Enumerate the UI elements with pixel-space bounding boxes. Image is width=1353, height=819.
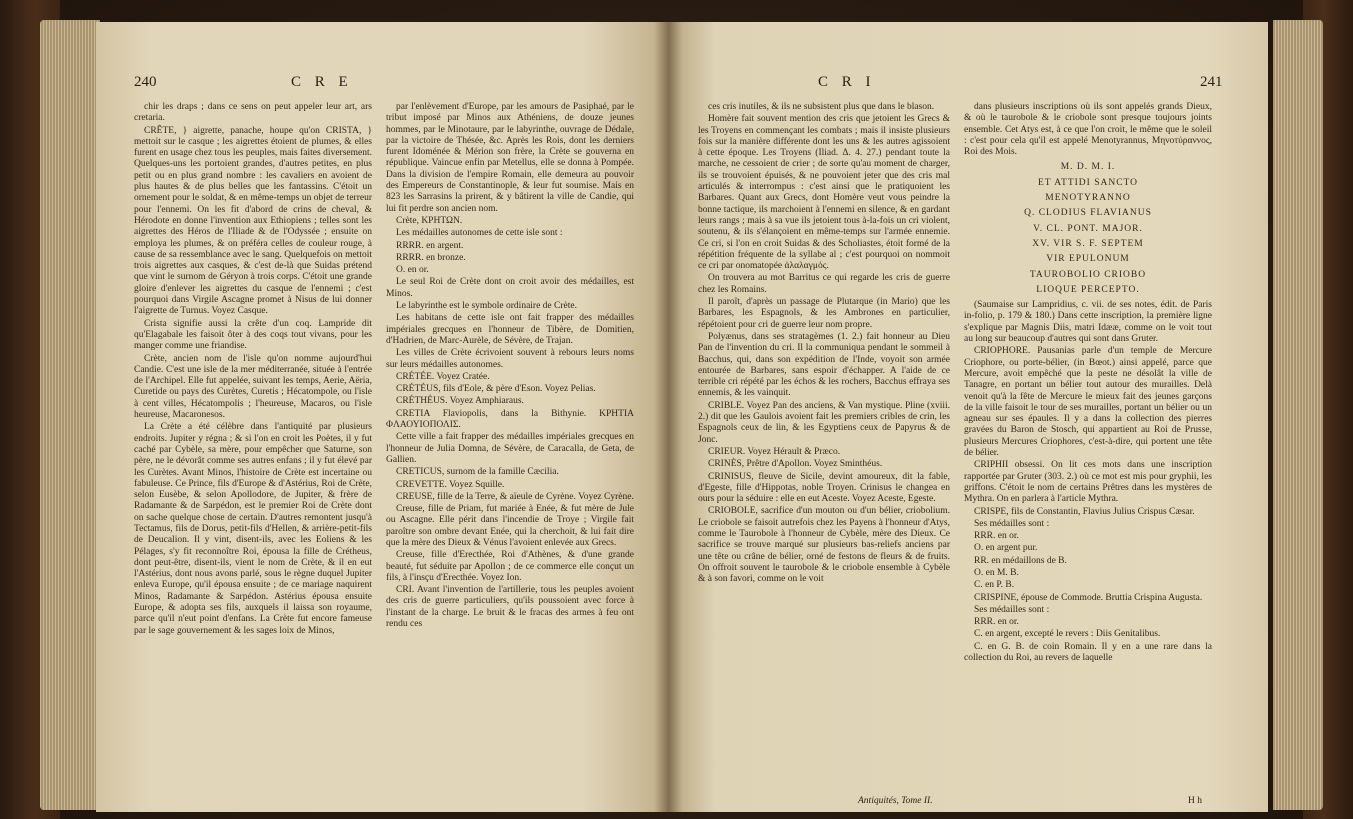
paragraph: RRR. en or. [974,531,1019,542]
paragraph: ET ATTIDI SANCTO [1037,177,1139,188]
running-header: C R E [291,74,353,90]
text-column-2 [964,102,1212,665]
paragraph: Le labyrinthe est le symbole ordinaire de Crète. [396,301,577,312]
paragraph: XV. VIR S. F. SEPTEM [1032,238,1144,249]
paragraph: Le seul Roi de Crète dont on croit avoir des médailles, est Minos. [386,277,634,299]
page-edges-right [1273,20,1323,810]
paragraph: C. en P. B. [974,580,1015,591]
paragraph: Il paroît, d'après un passage de Plutarque (in Mario) que les Barbares, les Espagnols, & les Ambrones en particulier, répétoient pour cri de guerre leur nom propre. [698,297,950,330]
signature-mark: H h [1188,796,1202,806]
text-column-1 [698,102,950,586]
paragraph: CRETIA Flaviopolis, dans la Bithynie. ΚΡΗΤΙΑ ΦΛΑΟΥΙΟΠΟΛΙΣ. [386,408,634,431]
text-column-1 [134,102,372,638]
paragraph: Les habitans de cette isle ont fait frapper des médailles impériales grecques en l'honneur de Tibère, de Domitien, d'Hadrien, de Marc-Aurèle, de Sévère, de Trajan. [386,313,634,346]
paragraph: CRISPE, fils de Constantin, Flavius Julius Crispus Cæsar. [974,506,1195,517]
paragraph: Homère fait souvent mention des cris que jetoient les Grecs & les Troyens en commençant les combats ; mais il insiste plusieurs fois sur la manière différente dont les uns & les autres agissoient à cette époque. Les Troyens (Iliad. Δ. 4. 27.) pendant toute la marche, ne cessoient de crier ; de sorte qu'au moment de charger, ils se trouvoient épuisés, & ne pouvoient jeter que des cris mal articulés & interrompus : c'est ainsi que le pratiquoient les Barbares. Quant aux Grecs, dont Homère veut vous peindre la bonne tactique, ils marchoient à l'ennemi en silence, & en gardant leurs rangs ; mais à sa vue ils jetoient tous à-la-fois un cri violent, soutenu, & ils s'élançoient en même-temps sur l'armée ennemie. Ce cri, si l'on en croit Suidas & des Scholiastes, étoit formé de la répétition fréquente de la syllabe al ; c'est pourquoi on nommoit ce cri par onomatopée ἀλαλαγμός. [698,114,950,272]
paragraph: Crète, ancien nom de l'isle qu'on nomme aujourd'hui Candie. C'est une isle de la mer méditerranée, située à l'entrée de l'Archipel. Elle fut appelée, suivant les temps, Aerie, Aëria, Curetide ou pays des Curètes, Curetis ; Hécatompole, ou l'isle à cent villes, Hécatompolis ; l'heureuse, Macaros, ou l'isle heureuse, Macaronesos. [134,353,372,421]
page-number: 240 [134,74,157,90]
paragraph: CRINISUS, fleuve de Sicile, devint amoureux, dit la fable, d'Egeste, fille d'Hippotas, noble Troyen. Crinisus le changea en ours pour la séduire : elle en eut Aceste. Voyez Aceste, Egeste. [698,471,950,505]
paragraph: CRIOBOLE, sacrifice d'un mouton ou d'un bélier, criobolium. Le criobole se faisoit autrefois chez les Payens à l'honneur d'Atys, comme le Taurobole à l'honneur de Cybèle, mère des Dieux. Ce sacrifice se trouve marqué sur plusieurs bas-reliefs anciens par une tête ou crâne de bélier, orné de festons de fleurs & de fruits. On offroit souvent le taurobole & le criobole ensemble à Cybèle & à son favori, comme on le voit [698,506,950,585]
paragraph: MENOTYRANNO [1045,193,1131,204]
paragraph: La Crète a été célèbre dans l'antiquité par plusieurs endroits. Jupiter y régna ; & si l'on en croit les Poètes, il y fut caché par Cybèle, sa mère, pour empêcher que Saturne, son père, ne le dévorât comme ses autres enfans ; il y fut élevé par les Curètes. Avant Minos, l'histoire de Crète est incertaine ou fabuleuse. Ce Prince, fils d'Europe & d'Astérius, Roi de Crète, selon Eusèbe, & selon Apollodore, de Jupiter, & frère de Radamante & de Sarpédon, est le premier Roi de Crète dont on sache quelque chose de certain. D'autres remontent jusqu'à Tectamus, fils de Dorus, petit-fils d'Hellen, & arrière-petit-fils de Deucalion. Il y vint, disent-ils, avec les Eoliens & les Pélages, s'y fit reconnoître Roi, épousa la fille de Crétheus, dont peut-être, disent-ils, vient le nom de Crète, & il en eut l'Astérius, dont nous avons parlé, sous le règne duquel Jupiter enleva Europe, qu'il épousa ensuite ; de ce mariage naquirent Minos, Radamante & Sarpédon. Astérius épousa ensuite Europe, & adopta ses fils, auxquels il laissa son royaume, parce qu'il n'eut point d'enfans. La Crète fut encore fameuse par le sage gouvernement & les sages loix de Minos, [134,422,372,636]
paragraph: Creuse, fille de Priam, fut mariée à Enée, & fut mère de Jule ou Ascagne. Elle périt dans l'incendie de Troye ; Virgile fait paroître son ombre devant Enée, qui la cherchoit, & lui fait dire que la mère des Dieux & Vénus l'avoient enlevée aux Grecs. [386,504,634,548]
paragraph: On trouvera au mot Barritus ce qui regarde les cris de guerre chez les Romains. [698,273,950,295]
paragraph: LIOQUE PERCEPTO. [1036,284,1140,295]
paragraph: CRINÈS, Prêtre d'Apollon. Voyez Sminthéus. [708,459,883,470]
paragraph: RRRR. en argent. [396,240,464,251]
paragraph: CRÉTHÉUS. Voyez Amphiaraus. [396,396,524,407]
paragraph: CREVETTE. Voyez Squille. [396,479,505,490]
paragraph: CRISPINE, épouse de Commode. Bruttia Crispina Augusta. [974,592,1203,603]
paragraph: CRÉTÉUS, fils d'Eole, & père d'Eson. Voyez Pelias. [396,384,596,395]
right-page [668,22,1268,812]
paragraph: Ses médailles sont : [974,518,1050,529]
paragraph: chir les draps ; dans ce sens on peut appeler leur art, ars cretaria. [134,102,372,124]
left-page [96,22,668,812]
paragraph: RRR. en or. [974,617,1019,628]
page-edges-left [40,20,100,810]
paragraph: Crète, ΚΡΗΤΩΝ. [396,215,463,226]
paragraph: RRRR. en bronze. [396,252,466,263]
paragraph: O. en argent pur. [974,543,1038,554]
paragraph: C. en argent, excepté le revers : Diis Genitalibus. [974,629,1161,640]
paragraph: O. en or. [396,265,429,276]
paragraph: Q. CLODIUS FLAVIANUS [1024,208,1152,219]
paragraph: Les villes de Crète écrivoient souvent à rebours leurs noms sur leurs médailles autonomes. [386,348,634,370]
text-column-2 [386,102,634,631]
paragraph: Crista signifie aussi la crête d'un coq. Lampride dit qu'Elagabale les faisoit ôter à des coqs tout vivans, pour les manger comme une friandise. [134,318,372,352]
paragraph: TAUROBOLIO CRIOBO [1029,269,1147,280]
paragraph: VIR EPULONUM [1046,254,1130,265]
paragraph: C. en G. B. de coin Romain. Il y en a une rare dans la collection du Roi, au revers de laquelle [964,641,1212,664]
paragraph: Creuse, fille d'Erecthée, Roi d'Athènes, & d'une grande beauté, fut séduite par Apollon ; de ce commerce elle conçut un fils, à l'insçu d'Erecthée. Voyez Ion. [386,550,634,583]
running-header: C R I [818,74,876,90]
book-gutter [654,22,682,812]
paragraph: CRIOPHORE. Pausanias parle d'un temple de Mercure Criophore, ou porte-bélier, (in Bœot.) ainsi appelé, parce que Mercure, avoit empêché que la peste ne désolât la ville de Tanagre, en portant un bélier tout autour des murailles. Delà venoit qu'à la fête de Mercure le mieux fait des jeunes garçons de la ville faisoit le tour de ses murailles, portant un bélier ou un agneau sur ses épaules. Il y a dans la collection des pierres gravées du Baron de Stosch, qui appartient au Roi de Prusse, plusieurs Mercures Criophores, c'est-à-dire, qui portent une tête de bélier. [964,346,1212,459]
paragraph: Cette ville a fait frapper des médailles impériales grecques en l'honneur de Julia Domna, de Sévère, de Caracalla, de Geta, de Gallien. [386,432,634,465]
paragraph: (Saumaise sur Lampridius, c. vii. de ses notes, édit. de Paris in-folio, p. 179 & 180.) Dans cette inscription, la première ligne s'explique par Magnis Diis, matri Idææ, comme on le voit tout au long sur beaucoup d'autres qui sont dans Gruter. [964,300,1212,345]
paragraph: CREUSE, fille de la Terre, & aïeule de Cyrène. Voyez Cyrène. [396,491,634,502]
paragraph: dans plusieurs inscriptions où ils sont appelés grands Dieux, & où le taurobole & le criobole sont presque toujours joints ensemble. Cet Atys est, à ce que l'on croit, le même que le soleil : c'est pour cela qu'il est appelé Menotyrannus, Μηνοτύραννος, Roi des Mois. [964,102,1212,158]
paragraph: RR. en médaillons de B. [974,555,1067,566]
paragraph: par l'enlèvement d'Europe, par les amours de Pasiphaé, par le tribut imposé par Minos aux Athéniens, de douze jeunes hommes, par le Minotaure, par le labyrinthe, ouvrage de Dédale, par la victoire de Thésée, &c. Après les Rois, dont les derniers furent Idoménée & Mérion son frère, la Crète se gouverna en république. Vaincue enfin par Metellus, elle se donna à Pompée. Dans la division de l'empire Romain, elle demeura au pouvoir des Empereurs de Constantinople, & leur fut soumise. Mais en 823 les Sarrasins la prirent, & y bâtirent la ville de Candie, qui lui fit perdre son ancien nom. [386,102,634,214]
page-number: 241 [1200,74,1223,90]
paragraph: CRIPHII obsessi. On lit ces mots dans une inscription rapportée par Gruter (303. 2.) où ce mot est mis pour gryphii, les griffons. C'étoit le nom de certains Prêtres dans les mystères de Mythra. On en parlera à l'article Mythra. [964,460,1212,505]
paragraph: CRÊTE, } aigrette, panache, houpe qu'on CRISTA, } mettoit sur le casque ; les aigrettes étoient de plumes, & elles furent en usage chez tous les peuples, mais faites diversement. Quelques-uns les portoient grandes, d'autres petites, en plus petit ou en plus grand nombre : les cavaliers en avoient de plus hautes & de plus belles que les fantassins. C'étoit un ornement pour le soldat, & en même-temps un objet de terreur pour l'ennemi. On les fit d'abord de crins de cheval, & Hérodote en donne l'invention aux Ethiopiens ; telles sont les aigrettes des Héros de l'Iliade & de l'Odyssée ; ensuite on employa les plumes, & on préféra celles de couleur rouge, à cause de sa ressemblance avec le sang. Quelquefois on mettoit trois aigrettes aux casques, & c'est de-là que Suidas prétend que vint le surnom de Géryon à trois corps. C'étoit une grande gloire d'enlever les aigrettes du casque de l'ennemi ; c'est pourquoi dans Virgile Ascagne promet à Nisus de lui donner l'aigrette de Turnus. Voyez Casque. [134,125,372,317]
paragraph: V. CL. PONT. MAJOR. [1033,223,1143,234]
paragraph: CRIBLE. Voyez Pan des anciens, & Van mystique. Pline (xviii. 2.) dit que les Gaulois avoient fait les premiers cribles de crin, les Espagnols ceux de lin, & les Egyptiens ceux de Papyrus & de Jonc. [698,400,950,445]
paragraph: CRIEUR. Voyez Hérault & Præco. [708,446,841,457]
paragraph: CRÉTÉE. Voyez Cratée. [396,371,490,382]
page-footer: Antiquités, Tome II. [858,796,933,806]
paragraph: Polyænus, dans ses stratagèmes (1. 2.) fait honneur au Dieu Pan de l'invention du cri. Il la communiqua pendant le sommeil à Bacchus, qui, dans son expédition de l'Inde, voyoit son armée entourée de Barbares, sans espoir d'échapper. A l'aide de ce terrible cri répété par les échos & les rochers, Bacchus effraya ses ennemis, & les vainquit. [698,331,950,399]
paragraph: M. D. M. I. [1060,162,1116,173]
paragraph: CRI. Avant l'invention de l'artillerie, tous les peuples avoient des cris de guerre particuliers, qu'ils poussoient avec force à l'instant de la charge. Le bruit & le fracas des armes à feu ont rendu ces [386,585,634,630]
paragraph: CRETICUS, surnom de la famille Cæcilia. [396,467,559,478]
paragraph: ces cris inutiles, & ils ne subsistent plus que dans le blason. [708,102,935,112]
paragraph: Ses médailles sont : [974,604,1050,615]
paragraph: O. en M. B. [974,567,1019,578]
paragraph: Les médailles autonomes de cette isle sont : [396,228,563,239]
